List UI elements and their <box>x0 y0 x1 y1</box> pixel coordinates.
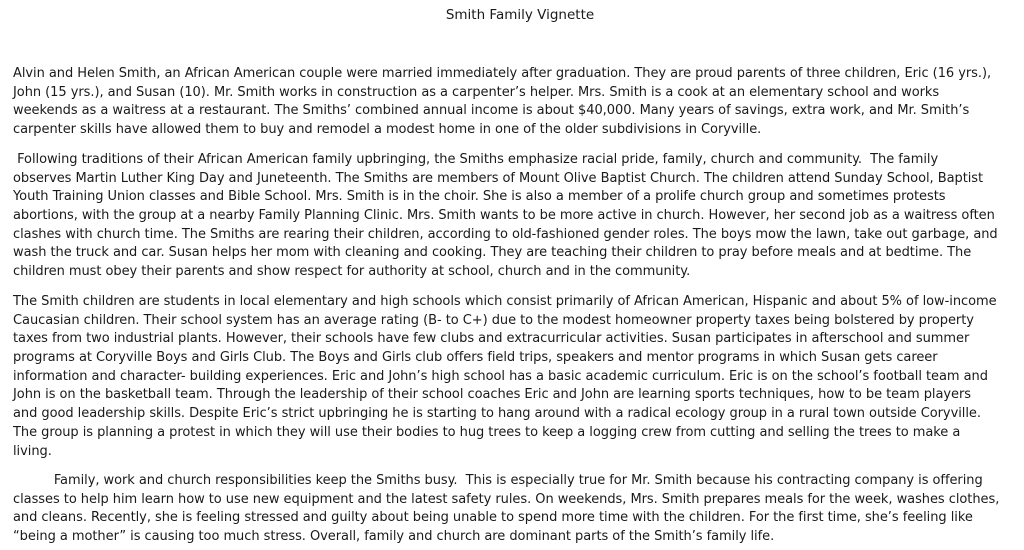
paragraph-traditions <box>13 151 1024 282</box>
text-line: living. <box>13 443 52 459</box>
text-line: “being a mother” is causing too much stress. Overall, family and church are dominant parts of the Smith’s family life. <box>13 529 775 545</box>
text-line: Caucasian children. Their school system has an average rating (B- to C+) due to the modest homeowner property taxes being bolstered by property <box>13 312 974 328</box>
paragraph-schools <box>13 293 1024 461</box>
text-line: clashes with church time. The Smiths are rearing their children, according to old-fashioned gender roles. The boys mow the lawn, take out garbage, and <box>13 226 998 242</box>
text-line: John (15 yrs.), and Susan (10). Mr. Smith works in construction as a carpenter’s helper. Mrs. Smith is a cook at an elementary school and works <box>13 84 940 100</box>
text-line: observes Martin Luther King Day and Juneteenth. The Smiths are members of Mount Olive Baptist Church. The children attend Sunday School, Baptist <box>13 170 984 186</box>
text-line: taxes from two industrial plants. However, their schools have few clubs and extracurricular activities. Susan participates in afterschool and summer <box>13 331 970 347</box>
text-line: abortions, with the group at a nearby Family Planning Clinic. Mrs. Smith wants to be more active in church. However, her second job as a waitress often <box>13 208 995 224</box>
paragraph-responsibilities <box>13 472 1024 547</box>
text-line: Following traditions of their African American family upbringing, the Smiths emphasize racial pride, family, church and community. The family <box>13 152 939 167</box>
text-line: Alvin and Helen Smith, an African American couple were married immediately after graduation. They are proud parents of three children, Eric (16 yrs.), <box>13 66 992 81</box>
text-line: and cleans. Recently, she is feeling stressed and guilty about being unable to spend more time with the children. For the first time, she’s feeling like <box>13 510 973 526</box>
text-line: carpenter skills have allowed them to buy and remodel a modest home in one of the older subdivisions in Coryville. <box>13 122 762 138</box>
text-line: The group is planning a protest in which they will use their bodies to hug trees to keep a logging crew from cutting and selling the trees to make a <box>13 424 961 440</box>
text-line: The Smith children are students in local elementary and high schools which consist primarily of African American, Hispanic and about 5% of low-income <box>13 294 997 309</box>
text-line: Youth Training Union classes and Bible School. Mrs. Smith is in the choir. She is also a member of a prolife church group and sometimes protests <box>13 189 946 205</box>
paragraph-family-intro <box>13 65 1024 140</box>
document-title: Smith Family Vignette <box>445 7 595 23</box>
text-line: information and character- building experiences. Eric and John’s high school has a basic academic curriculum. Eric is on the school’s football team and <box>13 368 988 384</box>
text-line: weekends as a waitress at a restaurant. The Smiths’ combined annual income is about $40,000. Many years of savings, extra work, and Mr. Smith’s <box>13 103 970 119</box>
text-line: programs at Coryville Boys and Girls Club. The Boys and Girls club offers field trips, speakers and mentor programs in which Susan gets career <box>13 350 938 366</box>
text-line: wash the truck and car. Susan helps her mom with cleaning and cooking. They are teaching their children to pray before meals and at bedtime. The <box>13 245 972 261</box>
text-line: and good leadership skills. Despite Eric’s strict upbringing he is starting to hang around with a radical ecology group in a rural town outside Coryville. <box>13 406 981 422</box>
text-line: children must obey their parents and show respect for authority at school, church and in the community. <box>13 264 691 280</box>
text-line: John is on the basketball team. Through the leadership of their school coaches Eric and John are learning sports techniques, how to be team players <box>13 387 971 403</box>
text-line: classes to help him learn how to use new equipment and the latest safety rules. On weekends, Mrs. Smith prepares meals for the week, washes clothes, <box>13 491 1000 507</box>
text-line: Family, work and church responsibilities keep the Smiths busy. This is especially true for Mr. Smith because his contracting company is offering <box>13 473 983 488</box>
